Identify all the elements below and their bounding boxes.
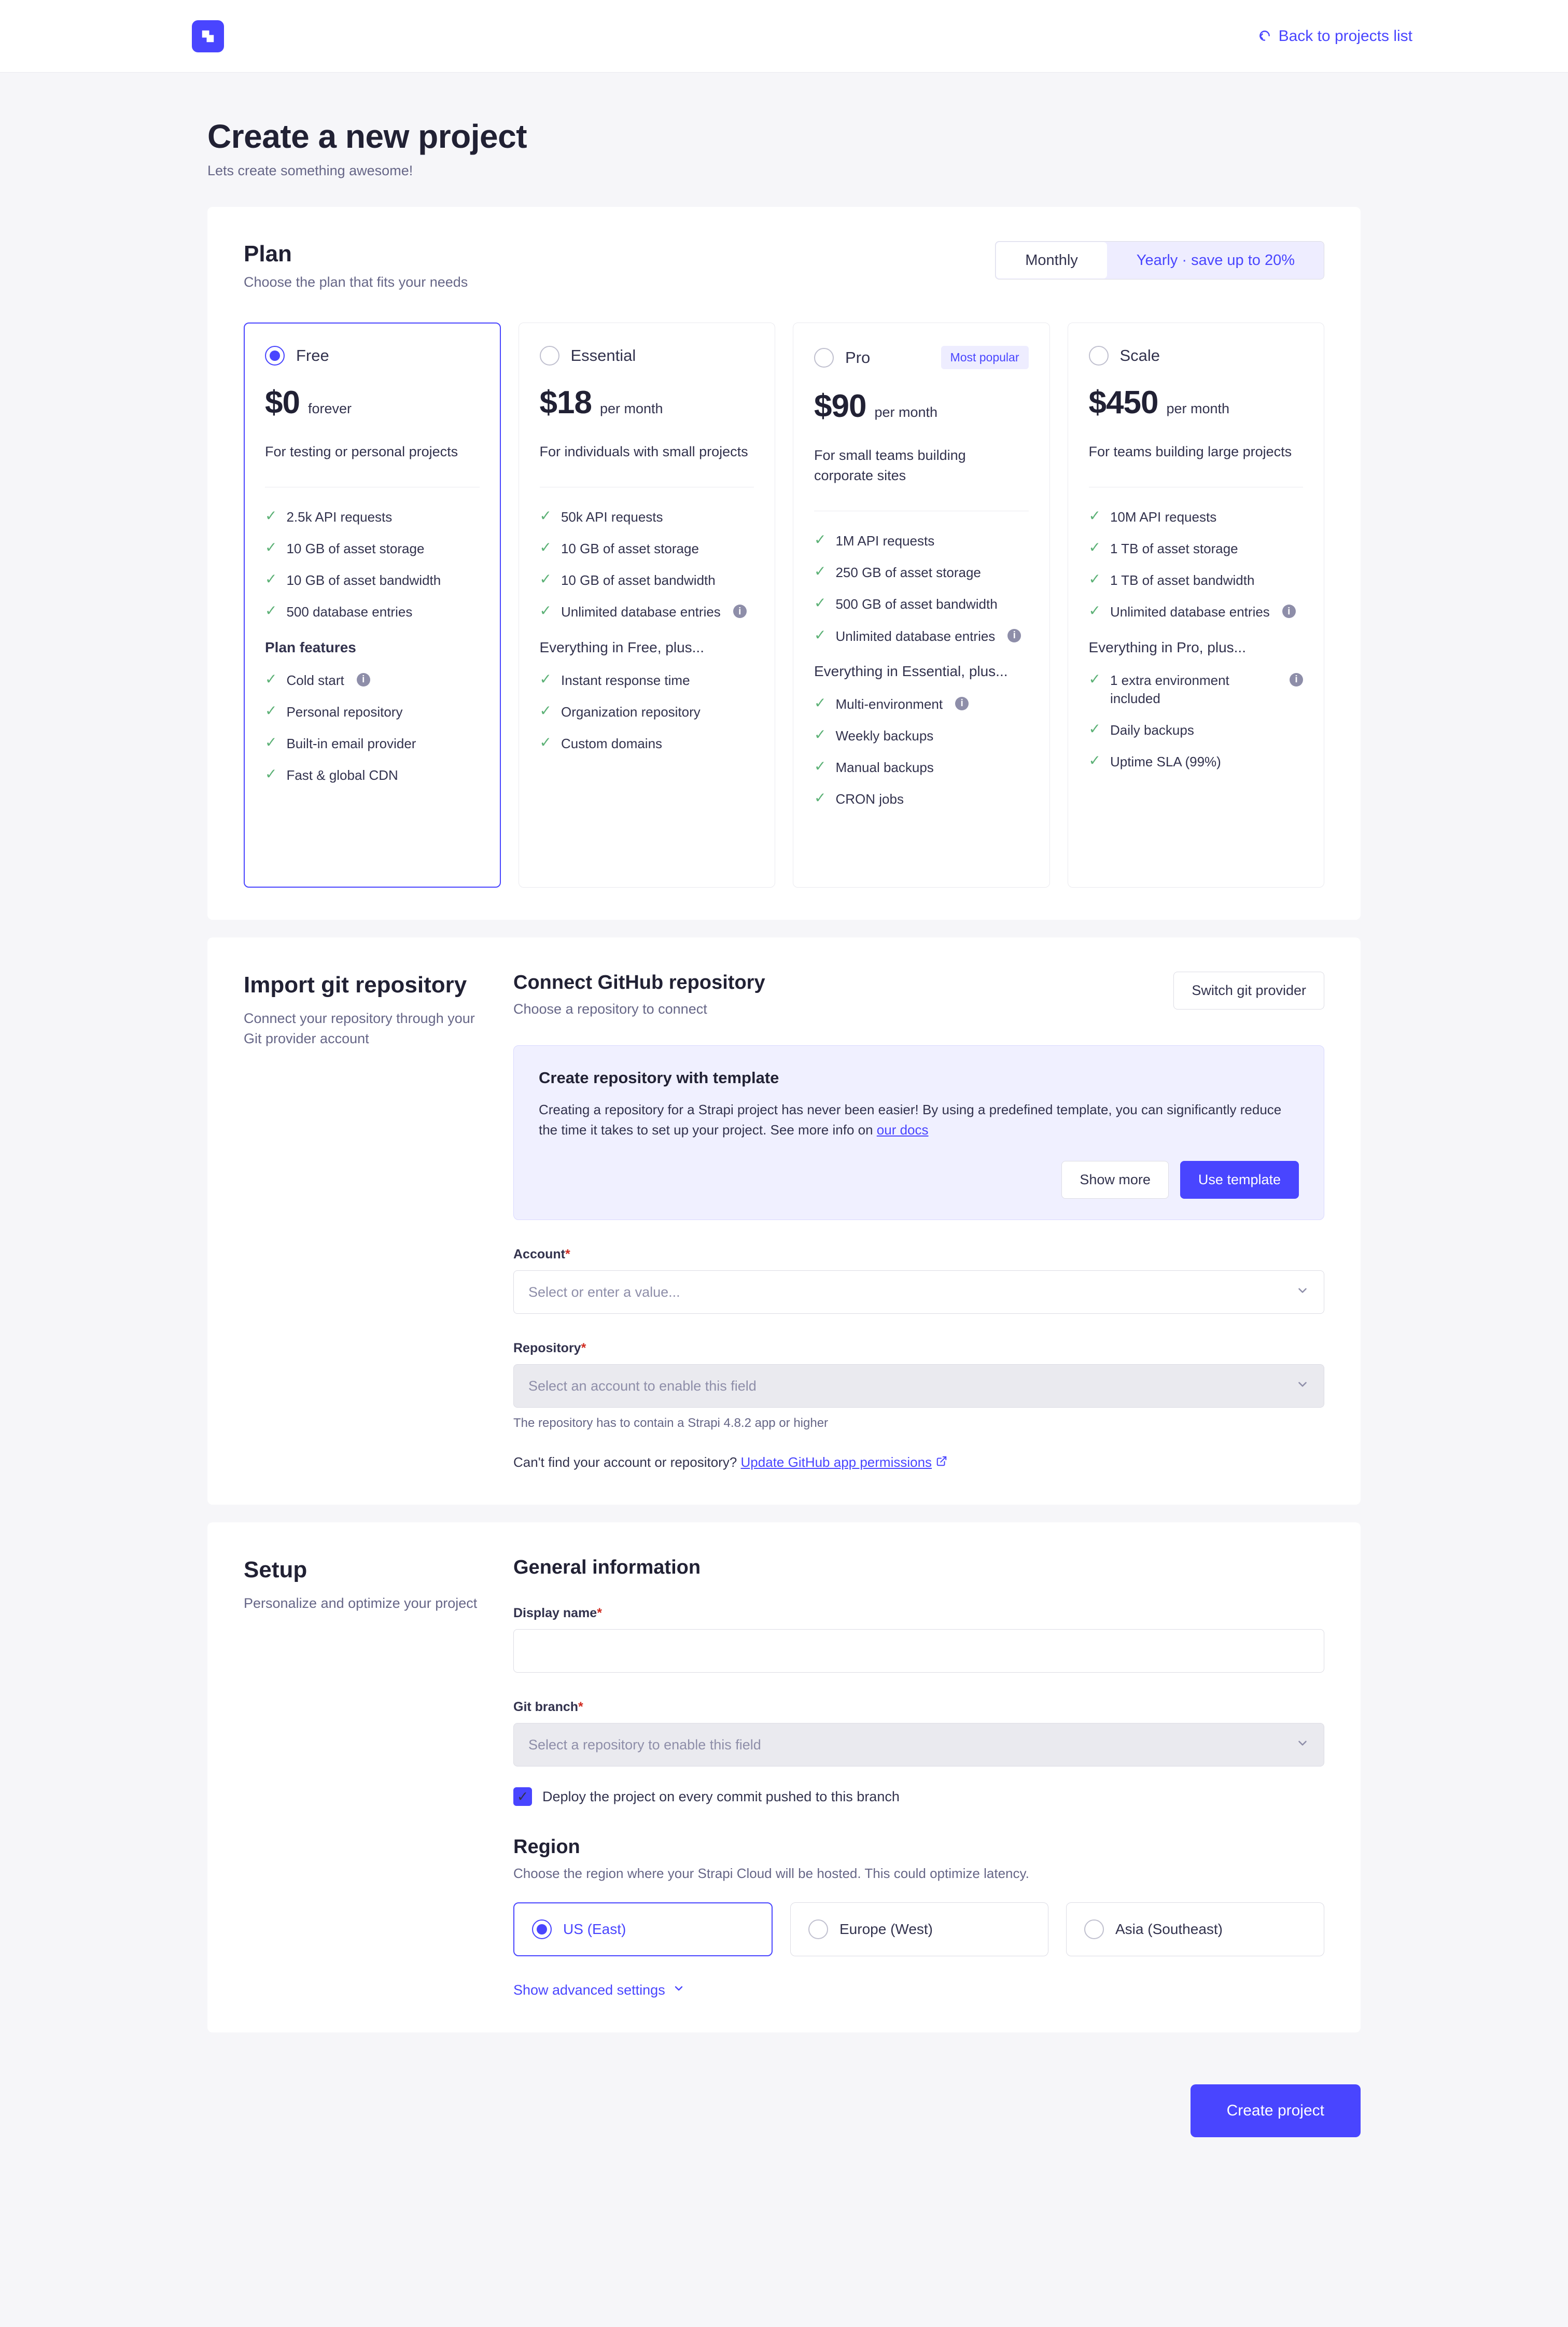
plan-card-scale[interactable] xyxy=(1068,323,1325,888)
plan-feature-item xyxy=(265,735,480,753)
check-icon: ✓ xyxy=(814,758,827,774)
check-icon: ✓ xyxy=(539,508,552,524)
plan-feature-item xyxy=(540,671,754,690)
check-icon: ✓ xyxy=(539,602,552,619)
plan-feature-item xyxy=(814,759,1029,777)
deploy-on-commit-row[interactable] xyxy=(513,1787,1324,1806)
region-option-europe-west[interactable] xyxy=(790,1902,1048,1956)
template-callout-body: Creating a repository for a Strapi project has never been easier! By using a predefined template, you can significantly reduce the time it takes to set up your project. See more info on xyxy=(539,1102,1282,1138)
plan-price-essential: $18 xyxy=(539,385,592,420)
check-icon: ✓ xyxy=(1088,752,1101,768)
plan-subtitle: Choose the plan that fits your needs xyxy=(244,274,468,290)
general-information-title: General information xyxy=(513,1557,701,1578)
chevron-down-icon xyxy=(1296,1284,1309,1301)
chevron-down-icon xyxy=(673,1982,685,1998)
plan-quota-label: 1 TB of asset bandwidth xyxy=(1110,572,1255,588)
chevron-down-icon xyxy=(1296,1378,1309,1395)
region-subtitle: Choose the region where your Strapi Cloud will be hosted. This could optimize latency. xyxy=(513,1866,1029,1881)
check-icon: ✓ xyxy=(1088,539,1101,556)
plan-quota-item xyxy=(1089,508,1304,526)
check-icon: ✓ xyxy=(265,508,277,524)
check-icon: ✓ xyxy=(1088,670,1101,687)
back-to-projects-label: Back to projects list xyxy=(1278,27,1412,45)
plan-description-essential: For individuals with small projects xyxy=(539,444,748,459)
plan-quota-item xyxy=(1089,540,1304,558)
display-name-field xyxy=(513,1606,1324,1673)
page-header xyxy=(207,73,1361,207)
repository-select-value: Select an account to enable this field xyxy=(528,1378,757,1394)
plan-feature-item xyxy=(265,766,480,784)
plan-quota-label: Unlimited database entries xyxy=(561,604,721,620)
plan-title: Plan xyxy=(244,241,292,267)
plan-card-pro[interactable] xyxy=(793,323,1050,888)
account-field xyxy=(513,1247,1324,1314)
billing-option-yearly[interactable]: Yearly · save up to 20% xyxy=(1108,242,1324,279)
plan-feature-item xyxy=(814,727,1029,745)
region-radio-europe-west[interactable] xyxy=(808,1919,828,1939)
region-label-europe-west: Europe (West) xyxy=(839,1921,933,1937)
plan-description-pro: For small teams building corporate sites xyxy=(814,447,966,484)
check-icon: ✓ xyxy=(1088,720,1101,737)
check-icon: ✓ xyxy=(814,563,827,580)
plan-section xyxy=(207,207,1361,920)
plan-quota-label: 250 GB of asset storage xyxy=(835,565,981,581)
plan-card-essential-header xyxy=(540,346,754,366)
plan-quota-item xyxy=(1089,603,1304,621)
plan-feature-label: Personal repository xyxy=(286,704,403,720)
our-docs-link[interactable]: our docs xyxy=(876,1122,929,1138)
check-icon: ✓ xyxy=(539,734,552,750)
plan-card-pro-header xyxy=(814,346,1029,369)
git-section xyxy=(207,937,1361,1505)
setup-section xyxy=(207,1522,1361,2032)
check-icon: ✓ xyxy=(265,670,277,687)
setup-section-body xyxy=(513,1557,1324,1998)
account-select-value: Select or enter a value... xyxy=(528,1284,680,1300)
region-radio-asia-southeast[interactable] xyxy=(1084,1919,1104,1939)
show-advanced-settings-toggle[interactable] xyxy=(513,1982,1324,1998)
plan-quota-item xyxy=(265,508,480,526)
plan-radio-pro[interactable] xyxy=(814,348,834,368)
plan-quota-item xyxy=(814,627,1029,646)
repository-field xyxy=(513,1341,1324,1431)
git-section-body xyxy=(513,972,1324,1470)
plan-feature-label: Uptime SLA (99%) xyxy=(1110,753,1221,769)
template-callout-text xyxy=(539,1100,1299,1140)
plan-price-free: $0 xyxy=(265,385,300,420)
connect-repo-title: Connect GitHub repository xyxy=(513,972,765,993)
plan-quota-item xyxy=(540,540,754,558)
plan-feature-item xyxy=(540,735,754,753)
plan-card-free[interactable] xyxy=(244,323,501,888)
use-template-button[interactable]: Use template xyxy=(1180,1161,1299,1199)
region-label-asia-southeast: Asia (Southeast) xyxy=(1115,1921,1223,1937)
update-github-permissions-link[interactable]: Update GitHub app permissions xyxy=(740,1454,932,1470)
plan-feature-item xyxy=(1089,753,1304,771)
git-section-intro xyxy=(244,972,513,1470)
footer-actions xyxy=(207,2050,1361,2199)
required-marker: * xyxy=(565,1247,570,1261)
plan-period-essential: per month xyxy=(599,401,663,416)
plan-quota-item xyxy=(265,571,480,590)
check-icon: ✓ xyxy=(814,726,827,742)
plan-feature-label: Daily backups xyxy=(1110,722,1194,738)
plan-feature-group-title-scale: Everything in Pro, plus... xyxy=(1088,639,1246,655)
plan-price-row-free xyxy=(265,384,480,421)
plan-quota-label: 1M API requests xyxy=(835,533,935,549)
region-options xyxy=(513,1902,1324,1956)
plan-quota-item xyxy=(814,532,1029,550)
plan-feature-item xyxy=(814,695,1029,713)
check-icon: ✓ xyxy=(814,595,827,611)
page-subtitle: Lets create something awesome! xyxy=(207,163,413,178)
plan-quota-label: 500 GB of asset bandwidth xyxy=(835,596,998,612)
git-branch-select[interactable] xyxy=(513,1723,1324,1767)
info-icon[interactable]: i xyxy=(733,605,747,618)
plan-feature-group-title-free: Plan features xyxy=(265,639,356,655)
plan-feature-label: Built-in email provider xyxy=(286,735,416,751)
plan-quota-item xyxy=(814,564,1029,582)
plan-card-scale-header xyxy=(1089,346,1304,366)
repository-select[interactable] xyxy=(513,1364,1324,1408)
top-bar xyxy=(0,0,1568,73)
plan-quota-label: 10 GB of asset storage xyxy=(286,541,425,557)
plan-quota-label: 50k API requests xyxy=(561,509,663,525)
plan-feature-item xyxy=(265,703,480,721)
region-title: Region xyxy=(513,1836,580,1858)
repository-label xyxy=(513,1341,1324,1356)
most-popular-badge: Most popular xyxy=(941,346,1029,369)
chevron-down-icon xyxy=(1296,1736,1309,1754)
template-callout-actions xyxy=(539,1161,1299,1199)
setup-section-subtitle: Personalize and optimize your project xyxy=(244,1595,478,1611)
plan-name-pro: Pro xyxy=(845,348,871,367)
show-more-button[interactable]: Show more xyxy=(1061,1161,1169,1199)
plan-radio-scale[interactable] xyxy=(1089,346,1109,366)
github-permissions-row xyxy=(513,1454,1324,1470)
git-section-header xyxy=(513,972,1324,1017)
plan-price-row-pro xyxy=(814,388,1029,425)
info-icon[interactable]: i xyxy=(1007,629,1021,642)
check-icon: ✓ xyxy=(265,602,277,619)
plan-feature-label: Custom domains xyxy=(561,735,663,751)
git-section-title: Import git repository xyxy=(244,972,467,998)
check-icon: ✓ xyxy=(539,571,552,587)
git-branch-label-text: Git branch xyxy=(513,1700,579,1714)
plan-feature-group-title-essential: Everything in Free, plus... xyxy=(539,639,704,655)
check-icon: ✓ xyxy=(814,531,827,548)
plan-quota-item xyxy=(540,508,754,526)
plan-quota-label: 2.5k API requests xyxy=(286,509,393,525)
git-section-subtitle: Connect your repository through your Git provider account xyxy=(244,1010,475,1046)
plan-feature-item xyxy=(1089,671,1304,708)
plan-feature-label: Instant response time xyxy=(561,672,690,688)
plan-period-free: forever xyxy=(307,401,352,416)
back-to-projects-link[interactable] xyxy=(1258,27,1412,45)
github-permissions-text: Can't find your account or repository? xyxy=(513,1454,741,1470)
plan-feature-label: Organization repository xyxy=(561,704,701,720)
plan-feature-item xyxy=(814,790,1029,808)
check-icon: ✓ xyxy=(1088,508,1101,524)
arrow-left-icon xyxy=(1258,30,1271,43)
page-content xyxy=(0,73,1568,2199)
region-radio-us-east[interactable] xyxy=(532,1919,552,1939)
check-icon: ✓ xyxy=(814,789,827,806)
plan-name-free: Free xyxy=(296,346,329,365)
plan-price-row-scale xyxy=(1089,384,1304,421)
info-icon[interactable]: i xyxy=(1282,605,1296,618)
required-marker: * xyxy=(581,1341,586,1355)
display-name-label xyxy=(513,1606,1324,1621)
plan-feature-label: Manual backups xyxy=(835,759,934,775)
plan-quota-label: 10M API requests xyxy=(1110,509,1217,525)
plan-feature-label: Cold start xyxy=(286,672,344,688)
plan-quota-label: 10 GB of asset bandwidth xyxy=(286,572,441,588)
plan-feature-label: Weekly backups xyxy=(835,727,934,744)
account-select[interactable] xyxy=(513,1270,1324,1314)
plan-quota-label: 1 TB of asset storage xyxy=(1110,541,1238,557)
required-marker: * xyxy=(578,1700,583,1714)
strapi-logo-icon[interactable] xyxy=(192,20,224,52)
switch-git-provider-button[interactable]: Switch git provider xyxy=(1173,972,1324,1010)
account-label-text: Account xyxy=(513,1247,565,1261)
plan-quota-item xyxy=(540,571,754,590)
template-callout xyxy=(513,1045,1324,1220)
plan-quota-item xyxy=(265,603,480,621)
region-option-us-east[interactable] xyxy=(513,1902,773,1956)
plan-quota-label: 500 database entries xyxy=(286,604,413,620)
plan-feature-group-title-pro: Everything in Essential, plus... xyxy=(814,663,1008,679)
check-icon: ✓ xyxy=(265,539,277,556)
billing-option-monthly[interactable]: Monthly xyxy=(996,242,1107,278)
plan-feature-item xyxy=(1089,721,1304,739)
display-name-input[interactable] xyxy=(513,1629,1324,1673)
check-icon: ✓ xyxy=(265,702,277,719)
git-branch-field xyxy=(513,1700,1324,1767)
check-icon: ✓ xyxy=(1088,571,1101,587)
page-title: Create a new project xyxy=(207,118,527,155)
required-marker: * xyxy=(597,1606,602,1620)
deploy-on-commit-label: Deploy the project on every commit pushed to this branch xyxy=(542,1788,900,1804)
account-label xyxy=(513,1247,1324,1262)
check-icon: ✓ xyxy=(265,765,277,782)
plan-card-essential[interactable] xyxy=(519,323,776,888)
setup-section-intro xyxy=(244,1557,513,1998)
check-icon: ✓ xyxy=(265,734,277,750)
plan-period-pro: per month xyxy=(874,404,938,420)
info-icon[interactable]: i xyxy=(1290,673,1303,686)
plan-feature-label: 1 extra environment included xyxy=(1110,672,1229,706)
check-icon: ✓ xyxy=(539,702,552,719)
plan-price-scale: $450 xyxy=(1088,385,1158,420)
connect-repo-subtitle: Choose a repository to connect xyxy=(513,1001,707,1017)
plan-feature-label: Multi-environment xyxy=(835,696,943,712)
plan-quota-item xyxy=(814,595,1029,613)
git-branch-label xyxy=(513,1700,1324,1715)
external-link-icon xyxy=(936,1454,947,1470)
show-advanced-settings-label: Show advanced settings xyxy=(513,1982,665,1998)
plan-quota-item xyxy=(265,540,480,558)
plan-description-scale: For teams building large projects xyxy=(1088,444,1292,459)
plan-radio-free[interactable] xyxy=(265,346,285,366)
display-name-label-text: Display name xyxy=(513,1606,597,1620)
check-icon: ✓ xyxy=(1088,602,1101,619)
check-icon: ✓ xyxy=(814,626,827,643)
plan-feature-item xyxy=(265,671,480,690)
region-label-us-east: US (East) xyxy=(563,1921,626,1937)
template-callout-title: Create repository with template xyxy=(539,1069,779,1087)
repository-label-text: Repository xyxy=(513,1341,581,1355)
plan-quota-item xyxy=(1089,571,1304,590)
git-branch-select-value: Select a repository to enable this field xyxy=(528,1736,761,1753)
check-icon: ✓ xyxy=(539,539,552,556)
plan-section-header xyxy=(244,241,1324,290)
deploy-on-commit-checkbox[interactable]: ✓ xyxy=(513,1787,532,1806)
check-icon: ✓ xyxy=(814,694,827,711)
create-project-button[interactable]: Create project xyxy=(1191,2084,1361,2137)
plan-price-pro: $90 xyxy=(814,388,866,424)
plan-name-essential: Essential xyxy=(570,346,636,365)
repository-hint: The repository has to contain a Strapi 4.8.2 app or higher xyxy=(513,1416,829,1430)
plan-quota-label: Unlimited database entries xyxy=(1110,604,1270,620)
info-icon[interactable]: i xyxy=(955,697,969,710)
billing-period-toggle[interactable] xyxy=(995,241,1324,279)
check-icon: ✓ xyxy=(539,670,552,687)
plan-card-free-header xyxy=(265,346,480,366)
plan-cards xyxy=(244,323,1324,888)
info-icon[interactable]: i xyxy=(357,673,370,686)
plan-period-scale: per month xyxy=(1166,401,1230,416)
plan-feature-label: Fast & global CDN xyxy=(286,767,398,783)
region-option-asia-southeast[interactable] xyxy=(1066,1902,1324,1956)
plan-name-scale: Scale xyxy=(1119,346,1160,365)
setup-section-title: Setup xyxy=(244,1557,307,1582)
plan-feature-item xyxy=(540,703,754,721)
plan-quota-label: Unlimited database entries xyxy=(835,628,996,644)
plan-description-free: For testing or personal projects xyxy=(265,444,458,459)
plan-price-row-essential xyxy=(540,384,754,421)
plan-quota-label: 10 GB of asset storage xyxy=(561,541,699,557)
check-icon: ✓ xyxy=(265,571,277,587)
plan-quota-label: 10 GB of asset bandwidth xyxy=(561,572,716,588)
plan-quota-item xyxy=(540,603,754,621)
plan-feature-label: CRON jobs xyxy=(835,791,904,807)
plan-radio-essential[interactable] xyxy=(540,346,559,366)
